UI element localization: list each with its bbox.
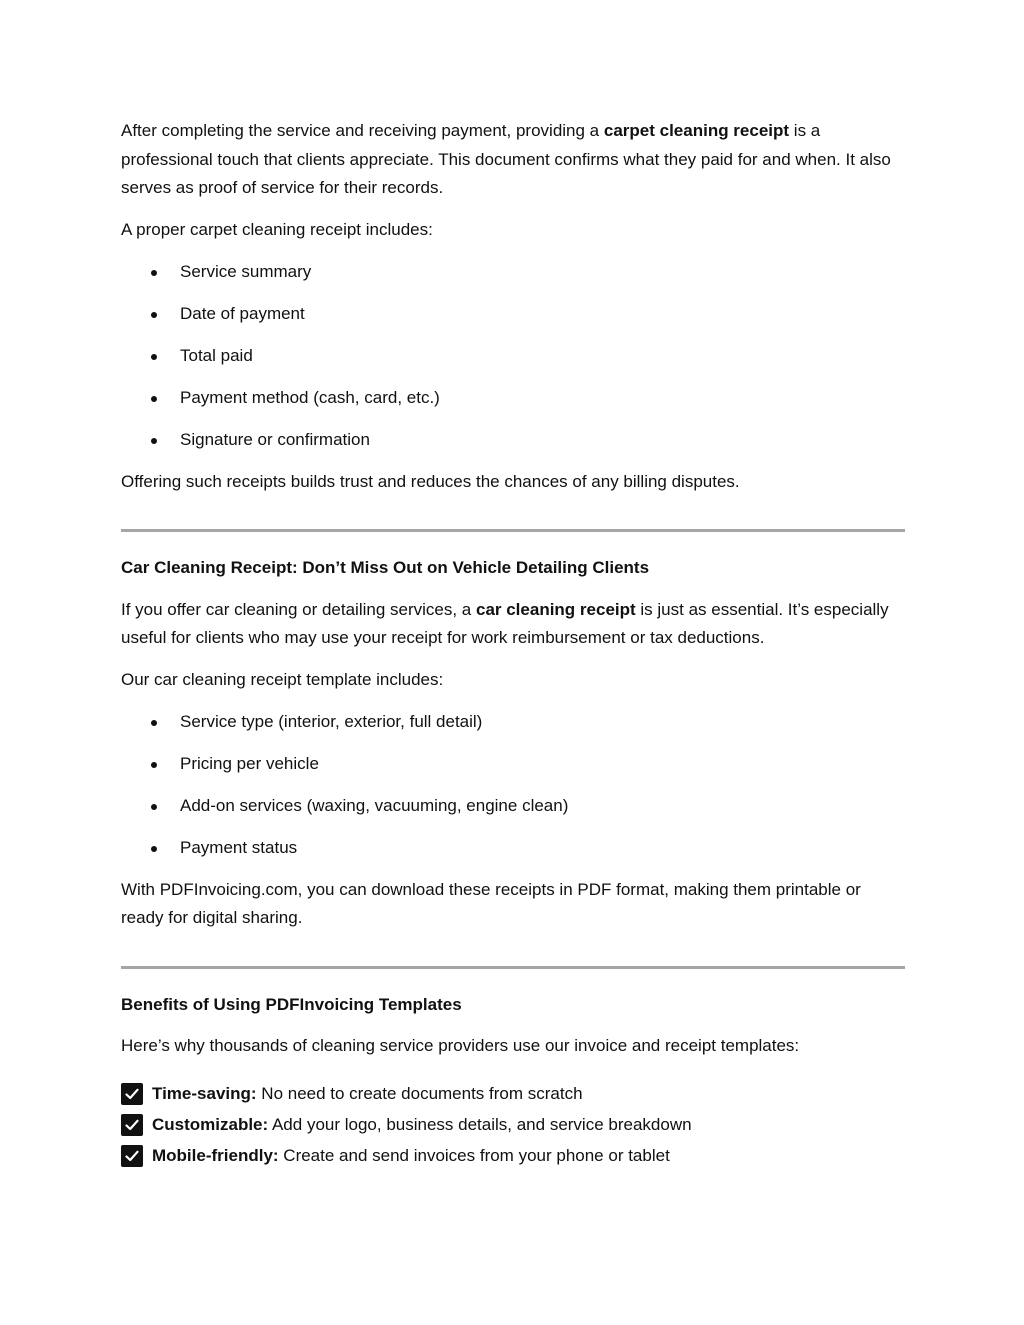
list-item xyxy=(121,300,905,328)
benefit-item xyxy=(121,1079,905,1110)
divider xyxy=(121,529,905,532)
list-item-text: Add-on services (waxing, vacuuming, engine clean) xyxy=(180,796,569,815)
benefit-text: Add your logo, business details, and service breakdown xyxy=(268,1115,692,1134)
list-item xyxy=(121,834,905,862)
intro-text-before: If you offer car cleaning or detailing services, a xyxy=(121,599,476,619)
car-receipt-intro xyxy=(121,596,905,653)
check-mark-icon xyxy=(121,1145,143,1167)
bullet-icon xyxy=(151,438,157,444)
car-closing: With PDFInvoicing.com, you can download these receipts in PDF format, making them printable or ready for digital sharing. xyxy=(121,879,861,927)
check-mark-icon xyxy=(121,1083,143,1105)
car-receipt-list xyxy=(121,708,905,862)
list-item-text: Total paid xyxy=(180,346,253,365)
list-item-text: Payment method (cash, card, etc.) xyxy=(180,388,440,407)
list-item xyxy=(121,792,905,820)
bullet-icon xyxy=(151,354,157,360)
benefit-item xyxy=(121,1110,905,1141)
list-item-text: Service summary xyxy=(180,262,312,281)
bullet-icon xyxy=(151,312,157,318)
car-list-intro: Our car cleaning receipt template includes: xyxy=(121,670,444,689)
benefits-list xyxy=(121,1079,905,1172)
intro-text-after: is just as essential. It’s especially useful for clients who may use your receipt for work reimbursement or tax deductions. xyxy=(121,599,889,647)
benefits-intro: Here’s why thousands of cleaning service providers use our invoice and receipt templates: xyxy=(121,1036,800,1055)
divider xyxy=(121,966,905,969)
intro-bold-term: car cleaning receipt xyxy=(475,599,636,619)
benefit-text: Create and send invoices from your phone or tablet xyxy=(278,1146,670,1165)
list-item xyxy=(121,258,905,286)
carpet-list-intro: A proper carpet cleaning receipt includes: xyxy=(121,220,433,239)
carpet-closing: Offering such receipts builds trust and reduces the chances of any billing disputes. xyxy=(121,471,740,491)
list-item xyxy=(121,384,905,412)
intro-bold-term: carpet cleaning receipt xyxy=(603,121,790,140)
carpet-receipt-intro xyxy=(121,117,905,203)
list-item xyxy=(121,750,905,778)
benefit-label: Mobile-friendly: xyxy=(152,1146,279,1165)
intro-text-before: After completing the service and receiving payment, providing a xyxy=(121,121,604,140)
bullet-icon xyxy=(151,720,157,726)
bullet-icon xyxy=(151,804,157,810)
list-item xyxy=(121,342,905,370)
list-item-text: Pricing per vehicle xyxy=(180,754,319,773)
benefit-label: Customizable: xyxy=(152,1115,269,1134)
car-receipt-heading: Car Cleaning Receipt: Don’t Miss Out on Vehicle Detailing Clients xyxy=(121,558,650,577)
benefit-text: No need to create documents from scratch xyxy=(256,1084,583,1103)
bullet-icon xyxy=(151,270,157,276)
check-mark-icon xyxy=(121,1114,143,1136)
benefit-label: Time-saving: xyxy=(152,1084,257,1103)
bullet-icon xyxy=(151,762,157,768)
benefits-heading: Benefits of Using PDFInvoicing Templates xyxy=(121,994,462,1014)
benefit-item xyxy=(121,1141,905,1172)
list-item-text: Service type (interior, exterior, full detail) xyxy=(180,712,483,731)
list-item xyxy=(121,708,905,736)
bullet-icon xyxy=(151,396,157,402)
list-item-text: Payment status xyxy=(180,838,298,857)
list-item-text: Signature or confirmation xyxy=(180,430,370,449)
list-item-text: Date of payment xyxy=(180,304,305,323)
intro-text-after: is a professional touch that clients appreciate. This document confirms what they paid for and when. It also serves as proof of service for their records. xyxy=(121,121,891,197)
list-item xyxy=(121,426,905,454)
carpet-receipt-list xyxy=(121,258,905,454)
bullet-icon xyxy=(151,846,157,852)
document-page xyxy=(121,117,905,1172)
